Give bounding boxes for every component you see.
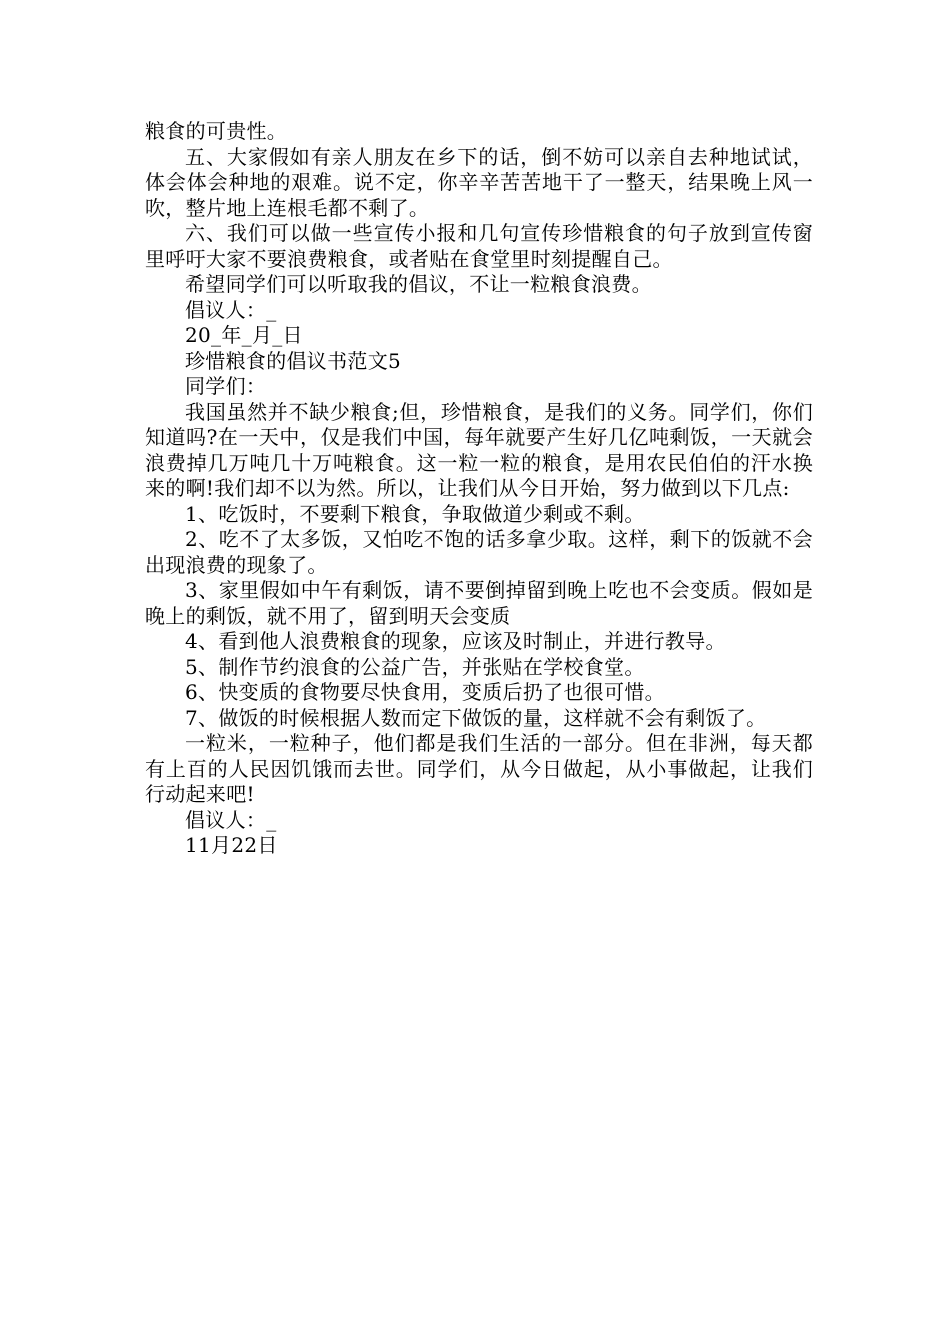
signature-proposer-2: 倡议人：_ <box>185 807 277 832</box>
paragraph-intro: 我国虽然并不缺少粮食;但，珍惜粮食，是我们的义务。同学们，你们知道吗?在一天中，仅是我们中国，每年就要产生好几亿吨剩饭，一天就会浪费掉几万吨几十万吨粮食。这一粒一粒的粮食，是用农民伯伯的汗水换来的啊!我们却不以为然。所以，让我们从今日开始，努力做到以下几点: <box>145 399 813 500</box>
paragraph-point-five: 五、大家假如有亲人朋友在乡下的话，倒不妨可以亲自去种地试试，体会体会种地的艰难。说不定，你辛辛苦苦地干了一整天，结果晚上风一吹，整片地上连根毛都不剩了。 <box>145 144 813 220</box>
salutation: 同学们： <box>185 374 267 398</box>
list-item-6: 6、快变质的食物要尽快食用，变质后扔了也很可惜。 <box>185 680 665 704</box>
paragraph-point-six: 六、我们可以做一些宣传小报和几句宣传珍惜粮食的句子放到宣传窗里呼吁大家不要浪费粮食，或者贴在食堂里时刻提醒自己。 <box>145 221 813 271</box>
list-item-1: 1、吃饭时，不要剩下粮食，争取做道少剩或不剩。 <box>185 501 645 526</box>
paragraph-continuation: 粮食的可贵性。 <box>145 119 288 143</box>
section-title: 珍惜粮食的倡议书范文5 <box>185 348 402 373</box>
list-item-3: 3、家里假如中午有剩饭，请不要倒掉留到晚上吃也不会变质。假如是晚上的剩饭，就不用了，留到明天会变质 <box>145 578 813 628</box>
signature-date: 20_年_月_日 <box>185 323 303 347</box>
list-item-4: 4、看到他人浪费粮食的现象，应该及时制止，并进行教导。 <box>185 629 726 653</box>
list-item-5: 5、制作节约浪食的公益广告，并张贴在学校食堂。 <box>185 654 645 679</box>
list-item-2: 2、吃不了太多饭，又怕吃不饱的话多拿少取。这样，剩下的饭就不会出现浪费的现象了。 <box>145 527 813 577</box>
document-body <box>145 119 813 859</box>
signature-proposer: 倡议人：_ <box>185 297 277 322</box>
paragraph-closing-hope: 希望同学们可以听取我的倡议，不让一粒粮食浪费。 <box>185 272 652 296</box>
paragraph-conclusion: 一粒米，一粒种子，他们都是我们生活的一部分。但在非洲，每天都有上百的人民因饥饿而去世。同学们，从今日做起，从小事做起，让我们行动起来吧! <box>145 731 813 806</box>
signature-date-2: 11月22日 <box>185 833 278 857</box>
list-item-7: 7、做饭的时候根据人数而定下做饭的量，这样就不会有剩饭了。 <box>185 705 767 730</box>
